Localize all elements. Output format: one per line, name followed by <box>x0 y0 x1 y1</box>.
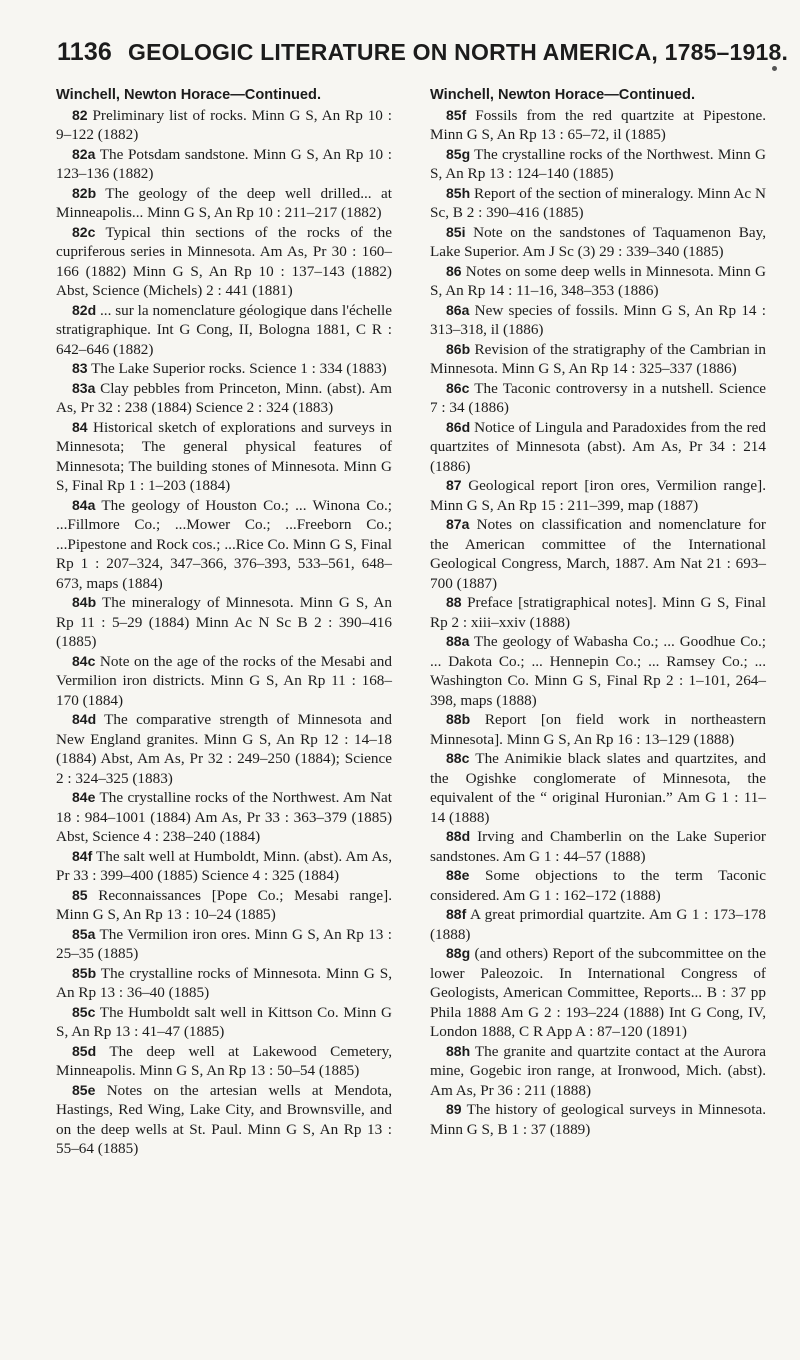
entry-text: Reconnaissances [Pope Co.; Mesabi range]. Minn G S, An Rp 13 : 10–24 (1885) <box>56 886 392 923</box>
entry-text: The Vermilion iron ores. Minn G S, An Rp 13 : 25–35 (1885) <box>56 925 392 962</box>
entry-text: New species of fossils. Minn G S, An Rp 14 : 313–318, il (1886) <box>430 301 766 338</box>
bibliography-entry <box>56 847 392 886</box>
entry-text: Report [on field work in northeastern Minnesota]. Minn G S, An Rp 16 : 13–129 (1888) <box>430 711 766 748</box>
entry-number: 86d <box>446 418 471 435</box>
entry-number: 82c <box>72 223 96 240</box>
bibliography-entry <box>430 145 766 184</box>
bibliography-entry <box>56 593 392 652</box>
entry-number: 88d <box>446 828 471 844</box>
bibliography-entry <box>430 1042 766 1101</box>
bibliography-entry <box>56 886 392 925</box>
bibliography-entry <box>56 710 392 788</box>
entry-text: The salt well at Humboldt, Minn. (abst). Am As, Pr 33 : 399–400 (1885) Science 4 : 325 (1884) <box>56 847 392 884</box>
entry-number: 84a <box>72 496 96 513</box>
entry-text: Notice of Lingula and Paradoxides from the red quartzites of Minnesota (abst). Am As, Pr 34 : 214 (1886) <box>430 418 766 475</box>
bibliography-entry <box>56 1042 392 1081</box>
entry-number: 88c <box>446 750 470 766</box>
entry-number: 85 <box>72 886 88 903</box>
entry-text: Clay pebbles from Princeton, Minn. (abst). Am As, Pr 32 : 238 (1884) Science 2 : 324 (1883) <box>56 379 392 416</box>
entry-text: Irving and Chamberlin on the Lake Superior sandstones. Am G 1 : 44–57 (1888) <box>430 828 766 865</box>
entry-text: ... sur la nomenclature géologique dans l'échelle stratigraphique. Int G Cong, II, Bologna 1881, C R : 642–646 (1882) <box>56 301 392 358</box>
entry-number: 85f <box>446 106 467 123</box>
entry-text: The Humboldt salt well in Kittson Co. Minn G S, An Rp 13 : 41–47 (1885) <box>56 1003 392 1040</box>
entry-number: 82a <box>72 145 96 162</box>
entry-text: The granite and quartzite contact at the Aurora mine, Gogebic iron range, at Ironwood, Mich. (abst). Am As, Pr 36 : 211 (1888) <box>430 1042 766 1099</box>
entry-number: 89 <box>446 1101 462 1117</box>
bibliography-entry <box>56 106 392 145</box>
entry-text: A great primordial quartzite. Am G 1 : 173–178 (1888) <box>430 906 766 943</box>
bibliography-entry <box>56 379 392 418</box>
entry-text: Notes on some deep wells in Minnesota. Minn G S, An Rp 14 : 11–16, 348–353 (1886) <box>430 262 766 299</box>
entry-number: 85e <box>72 1081 96 1098</box>
bibliography-entry <box>430 827 766 866</box>
entry-text: The mineralogy of Minnesota. Minn G S, An Rp 11 : 5–29 (1884) Minn Ac N Sc B 2 : 390–416 (1885) <box>56 594 392 650</box>
entry-number: 85b <box>72 964 97 981</box>
entry-number: 88 <box>446 594 462 610</box>
entry-number: 85h <box>446 184 471 201</box>
entry-number: 82d <box>72 301 97 318</box>
entry-number: 86 <box>446 262 462 279</box>
entry-number: 88h <box>446 1042 471 1059</box>
bibliography-entry <box>430 632 766 710</box>
bibliography-entry <box>430 905 766 944</box>
entry-text: Report of the section of mineralogy. Minn Ac N Sc, B 2 : 390–416 (1885) <box>430 184 766 221</box>
entry-text: The deep well at Lakewood Cemetery, Minneapolis. Minn G S, An Rp 13 : 50–54 (1885) <box>56 1042 392 1079</box>
entry-number: 82 <box>72 106 88 123</box>
entry-number: 83a <box>72 379 96 396</box>
entry-text: The geology of Houston Co.; ... Winona Co.; ...Fillmore Co.; ...Mower Co.; ...Freeborn Co.; ...Pipestone and Rock cos.; ...Rice Co. Minn G S, Final Rp 1 : 207–324, 347–366, 376–393, 533–561, 648–673, maps (1884) <box>56 496 392 592</box>
entry-number: 88a <box>446 633 470 649</box>
bibliography-entry <box>430 749 766 827</box>
bibliography-entry <box>430 340 766 379</box>
bibliography-entry <box>56 788 392 847</box>
entry-text: Typical thin sections of the rocks of the cupriferous series in Minnesota. Am As, Pr 30 : 160–166 (1882) Minn G S, An Rp 10 : 137–143 (1882) Abst, Science (Michels) 2 : 441 (1881) <box>56 223 392 299</box>
entry-number: 84b <box>72 594 97 610</box>
entry-text: The Taconic controversy in a nutshell. Science 7 : 34 (1886) <box>430 379 766 416</box>
entry-number: 84 <box>72 418 88 435</box>
entry-text: Notes on the artesian wells at Mendota, Hastings, Red Wing, Lake City, and Brownsville, and on the deep wells at St. Paul. Minn G S, An Rp 13 : 55–64 (1885) <box>56 1081 392 1157</box>
entry-number: 85c <box>72 1003 96 1020</box>
bibliography-entry <box>430 184 766 223</box>
bibliography-entry <box>56 184 392 223</box>
entry-text: Geological report [iron ores, Vermilion range]. Minn G S, An Rp 15 : 211–399, map (1887) <box>430 477 766 514</box>
entry-number: 87 <box>446 477 462 493</box>
bibliography-entry <box>56 1081 392 1159</box>
bibliography-entry <box>430 593 766 632</box>
bibliography-entry <box>56 964 392 1003</box>
entry-text: Revision of the stratigraphy of the Cambrian in Minnesota. Minn G S, An Rp 14 : 325–337 (1886) <box>430 340 766 377</box>
entry-text: The crystalline rocks of the Northwest. Minn G S, An Rp 13 : 124–140 (1885) <box>430 145 766 182</box>
entry-number: 84d <box>72 711 97 727</box>
entry-number: 88e <box>446 867 470 883</box>
entry-number: 85i <box>446 223 466 240</box>
entry-text: The history of geological surveys in Minnesota. Minn G S, B 1 : 37 (1889) <box>430 1101 766 1138</box>
entry-number: 84e <box>72 789 96 805</box>
bibliography-entry <box>56 925 392 964</box>
entry-list <box>56 106 392 1159</box>
entry-text: The comparative strength of Minnesota and New England granites. Minn G S, An Rp 12 : 14–18 (1884) Abst, Am As, Pr 32 : 249–250 (1884); Science 2 : 324–325 (1883) <box>56 711 392 787</box>
bibliography-entry <box>56 652 392 711</box>
bibliography-entry <box>430 866 766 905</box>
entry-number: 88b <box>446 711 471 727</box>
running-title: GEOLOGIC LITERATURE ON NORTH AMERICA, 1785–1918. <box>128 39 789 65</box>
author-heading: Winchell, Newton Horace—Continued. <box>56 87 322 103</box>
entry-text: Preface [stratigraphical notes]. Minn G S, Final Rp 2 : xiii–xxiv (1888) <box>430 594 766 631</box>
right-column <box>430 86 766 1139</box>
entry-number: 88g <box>446 945 471 961</box>
bibliography-entry <box>430 106 766 145</box>
bibliography-entry <box>56 1003 392 1042</box>
entry-text: The geology of the deep well drilled... at Minneapolis... Minn G S, An Rp 10 : 211–217 (1882) <box>56 184 392 221</box>
entry-text: Note on the sandstones of Taquamenon Bay, Lake Superior. Am J Sc (3) 29 : 339–340 (1885) <box>430 223 766 260</box>
entry-text: Some objections to the term Taconic considered. Am G 1 : 162–172 (1888) <box>430 867 766 904</box>
bibliography-entry <box>430 476 766 515</box>
running-header <box>57 38 789 67</box>
bibliography-entry <box>56 223 392 301</box>
entry-text: Historical sketch of explorations and surveys in Minnesota; The general physical features of Minnesota; The building stones of Minnesota. Minn G S, Final Rp 1 : 1–203 (1884) <box>56 418 392 494</box>
entry-number: 86a <box>446 301 470 318</box>
bibliography-entry <box>430 710 766 749</box>
entry-text: Notes on classification and nomenclature for the American committee of the International Geological Congress, March, 1887. Am Nat 21 : 693–700 (1887) <box>430 516 766 592</box>
entry-number: 84f <box>72 847 93 864</box>
bibliography-entry <box>56 301 392 360</box>
author-heading: Winchell, Newton Horace—Continued. <box>430 87 696 103</box>
entry-text: The Animikie black slates and quartzites, and the Ogishke conglomerate of Minnesota, the equivalent of the “ original Huronian.” Am G 1 : 11–14 (1888) <box>430 750 766 826</box>
entry-text: (and others) Report of the subcommittee on the lower Paleozoic. In International Congress of Geologists, American Committee, Reports... B : 37 pp Phila 1888 Am G 2 : 193–224 (1888) Int G Cong, IV, London 1888, C R App A : 87–120 (1891) <box>430 945 766 1040</box>
bibliography-entry <box>430 379 766 418</box>
bibliography-entry <box>56 418 392 496</box>
entry-number: 84c <box>72 652 96 669</box>
entry-number: 83 <box>72 360 88 376</box>
entry-number: 85g <box>446 145 471 162</box>
entry-number: 86c <box>446 379 470 396</box>
entry-number: 88f <box>446 906 467 922</box>
bibliography-entry <box>430 944 766 1042</box>
entry-text: The Lake Superior rocks. Science 1 : 334 (1883) <box>87 360 387 377</box>
entry-number: 82b <box>72 184 97 201</box>
page-number: 1136 <box>57 38 113 66</box>
bibliography-entry <box>430 515 766 593</box>
bibliography-entry <box>56 496 392 594</box>
bibliography-entry <box>56 145 392 184</box>
speck-mark <box>772 66 777 71</box>
entry-text: Preliminary list of rocks. Minn G S, An Rp 10 : 9–122 (1882) <box>56 106 392 143</box>
left-column <box>56 86 392 1159</box>
entry-number: 87a <box>446 516 470 532</box>
entry-list <box>430 106 766 1140</box>
entry-text: The geology of Wabasha Co.; ... Goodhue Co.; ... Dakota Co.; ... Hennepin Co.; ... Ramsey Co.; ... Washington Co. Minn G S, Final Rp 2 : 1–101, 264–398, maps (1888) <box>430 633 766 709</box>
entry-number: 85a <box>72 925 96 942</box>
entry-text: Fossils from the red quartzite at Pipestone. Minn G S, An Rp 13 : 65–72, il (1885) <box>430 106 766 143</box>
bibliography-entry <box>430 301 766 340</box>
bibliography-entry <box>56 359 392 379</box>
entry-number: 86b <box>446 340 471 357</box>
entry-text: The crystalline rocks of Minnesota. Minn G S, An Rp 13 : 36–40 (1885) <box>56 964 392 1001</box>
entry-text: The Potsdam sandstone. Minn G S, An Rp 10 : 123–136 (1882) <box>56 145 392 182</box>
entry-number: 85d <box>72 1042 97 1059</box>
bibliography-entry <box>430 1100 766 1139</box>
entry-text: Note on the age of the rocks of the Mesabi and Vermilion iron districts. Minn G S, An Rp 11 : 168–170 (1884) <box>56 652 392 709</box>
bibliography-entry <box>430 418 766 477</box>
bibliography-entry <box>430 262 766 301</box>
bibliography-entry <box>430 223 766 262</box>
entry-text: The crystalline rocks of the Northwest. Am Nat 18 : 984–1001 (1884) Am As, Pr 33 : 363–379 (1885) Abst, Science 4 : 238–240 (1884) <box>56 789 392 845</box>
